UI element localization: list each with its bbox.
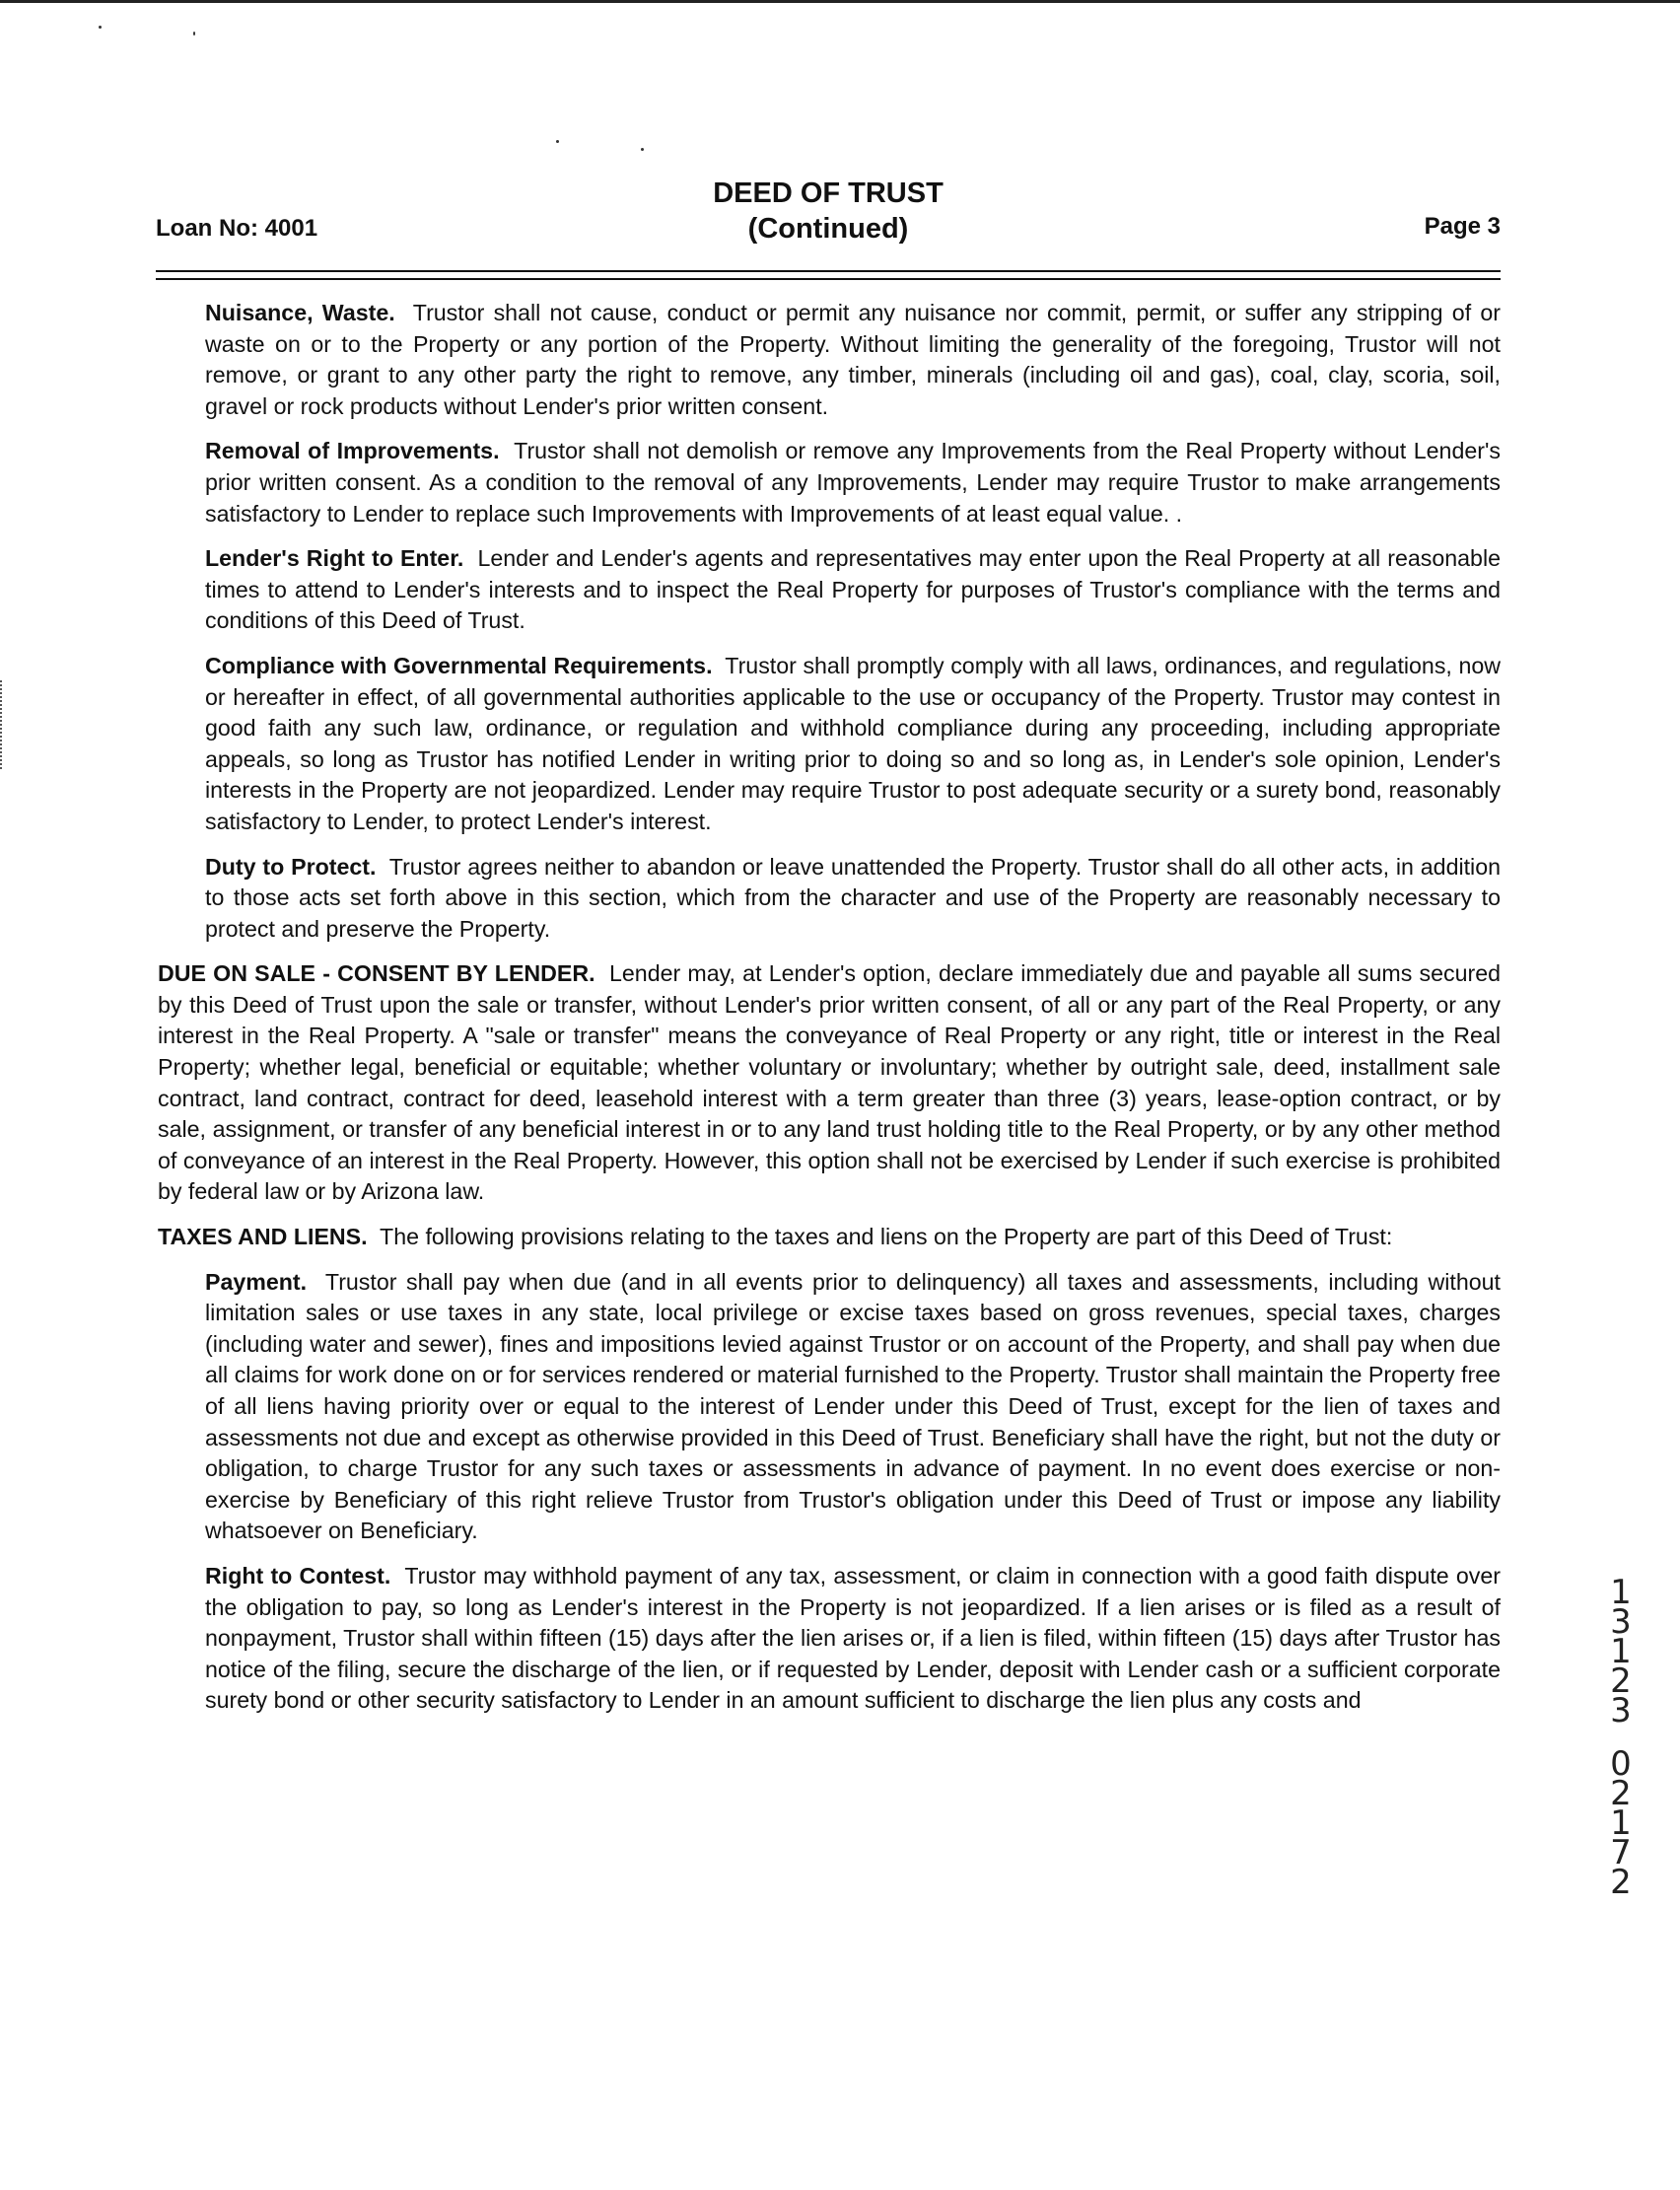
scan-speck [193,32,195,35]
stamp-digit: 0 [1610,1744,1632,1784]
stamp-digit: 3 [1610,1602,1632,1642]
stamp-digit: 1 [1610,1573,1632,1612]
paragraph-nuisance-waste [205,298,1501,422]
paragraph-heading: Duty to Protect. [205,853,377,880]
paragraph-text: The following provisions relating to the taxes and liens on the Property are part of this Deed of Trust: [380,1224,1393,1250]
stamp-digit: 3 [1610,1691,1632,1731]
stamp-digit: 7 [1610,1833,1632,1872]
stamp-digit: 2 [1610,1661,1632,1701]
paragraph-text: Trustor shall promptly comply with all laws, ordinances, and regulations, now or hereafter in effect, of all governmental authorities applicable to the use or occupancy of the Property. Trustor may contest in good faith any such law, ordinance, or regulation and withhold compliance during any proceeding, including appropriate appeals, so long as Trustor has notified Lender in writing prior to doing so and so long as, in Lender's sole opinion, Lender's interests in the Property are not jeopardized. Lender may require Trustor to post adequate security or a surety bond, reasonably satisfactory to Lender, to protect Lender's interest. [205,652,1501,834]
paragraph-lenders-right-to-enter [205,543,1501,637]
paragraph-heading: Compliance with Governmental Requirements. [205,652,713,678]
paragraph-duty-to-protect [205,852,1501,946]
scan-speck [99,26,102,29]
paragraph-heading: Removal of Improvements. [205,438,500,464]
scan-speck [641,148,644,151]
paragraph-heading: Right to Contest. [205,1562,391,1589]
paragraph-heading: Payment. [205,1268,308,1295]
page-number: Page 3 [1424,213,1501,240]
paragraph-heading: Nuisance, Waste. [205,300,395,325]
paragraph-text: Trustor shall not demolish or remove any Improvements from the Real Property without Lender's prior written consent. As a condition to the removal of any Improvements, Lender may require Trustor to make arrangements satisfactory to Lender to replace such Improvements with Improvements of at least equal value. . [205,438,1501,527]
paragraph-heading: TAXES AND LIENS. [158,1224,368,1250]
paragraph-text: Trustor agrees neither to abandon or leave unattended the Property. Trustor shall do all other acts, in addition to those acts set forth above in this section, which from the character and use of the Property are reasonably necessary to protect and preserve the Property. [205,853,1501,942]
stamp-digit: 1 [1610,1803,1632,1843]
scan-edge-marks [0,680,5,769]
paragraph-text: Lender and Lender's agents and representatives may enter upon the Real Property at all reasonable times to attend to Lender's interests and to inspect the Real Property for purposes of Trustor's compliance with the terms and conditions of this Deed of Trust. [205,545,1501,634]
paragraph-removal-of-improvements [205,436,1501,530]
stamp-digit: 2 [1610,1863,1632,1902]
paragraph-text: Trustor shall pay when due (and in all events prior to delinquency) all taxes and assessments, including without limitation sales or use taxes in any state, local privilege or excise taxes based on gross revenues, special taxes, charges (including water and sewer), fines and impositions levied against Trustor or on account of the Property, and shall pay when due all claims for work done on or for services rendered or material furnished to the Property. Trustor shall maintain the Property free of all liens having priority over or equal to the interest of Lender under this Deed of Trust, except for the lien of taxes and assessments not due and except as otherwise provided in this Deed of Trust. Beneficiary shall have the right, but not the duty or obligation, to charge Trustor for any such taxes or assessments in advance of payment. In no event does exercise or non-exercise by Beneficiary of this right relieve Trustor from Trustor's obligation under this Deed of Trust or impose any liability whatsoever on Beneficiary. [205,1268,1501,1544]
stamp-digit: 1 [1610,1632,1632,1671]
paragraph-payment [205,1267,1501,1547]
paragraph-heading: Lender's Right to Enter. [205,545,464,572]
paragraph-compliance-governmental [205,651,1501,838]
document-title: DEED OF TRUST [713,177,944,209]
paragraph-text: Trustor may withhold payment of any tax, assessment, or claim in connection with a good faith dispute over the obligation to pay, so long as Lender's interest in the Property is not jeopardized. If a lien arises or is filed as a result of nonpayment, Trustor shall within fifteen (15) days after the lien arises or, if a lien is filed, within fifteen (15) days after Trustor has notice of the filing, secure the discharge of the lien, or if requested by Lender, deposit with Lender cash or a sufficient corporate surety bond or other security satisfactory to Lender in an amount sufficient to discharge the lien plus any costs and [205,1562,1501,1714]
document-subtitle: (Continued) [747,213,909,245]
header-rule-bottom [156,278,1501,280]
paragraph-text: Lender may, at Lender's option, declare immediately due and payable all sums secured by this Deed of Trust upon the sale or transfer, without Lender's prior written consent, of all or any part of the Real Property, or any interest in the Real Property. A "sale or transfer" means the conveyance of Real Property or any right, title or interest in the Real Property; whether legal, beneficial or equitable; whether voluntary or involuntary; whether by outright sale, deed, installment sale contract, land contract, contract for deed, leasehold interest with a term greater than three (3) years, lease-option contract, or by sale, assignment, or transfer of any beneficial interest in or to any land trust holding title to the Real Property, or by any other method of conveyance of an interest in the Real Property. However, this option shall not be exercised by Lender if such exercise is prohibited by federal law or by Arizona law. [158,960,1502,1205]
document-header [156,176,1501,254]
scan-top-border [0,0,1680,3]
paragraph-heading: DUE ON SALE - CONSENT BY LENDER. [158,960,595,987]
paragraph-taxes-and-liens [158,1222,1501,1253]
paragraph-text: Trustor shall not cause, conduct or permit any nuisance nor commit, permit, or suffer any stripping of or waste on or to the Property or any portion of the Property. Without limiting the generality of the foregoing, Trustor will not remove, or grant to any other party the right to remove, any timber, minerals (including oil and gas), coal, clay, scoria, soil, gravel or rock products without Lender's prior written consent. [205,300,1502,419]
paragraph-due-on-sale [158,958,1501,1208]
scan-speck [556,140,559,143]
loan-number: Loan No: 4001 [156,215,318,242]
paragraph-right-to-contest [205,1561,1501,1717]
recording-stamp-number [1603,1573,1639,1902]
stamp-digit: 2 [1610,1774,1632,1813]
document-body [158,298,1501,1731]
header-rule-top [156,270,1501,272]
